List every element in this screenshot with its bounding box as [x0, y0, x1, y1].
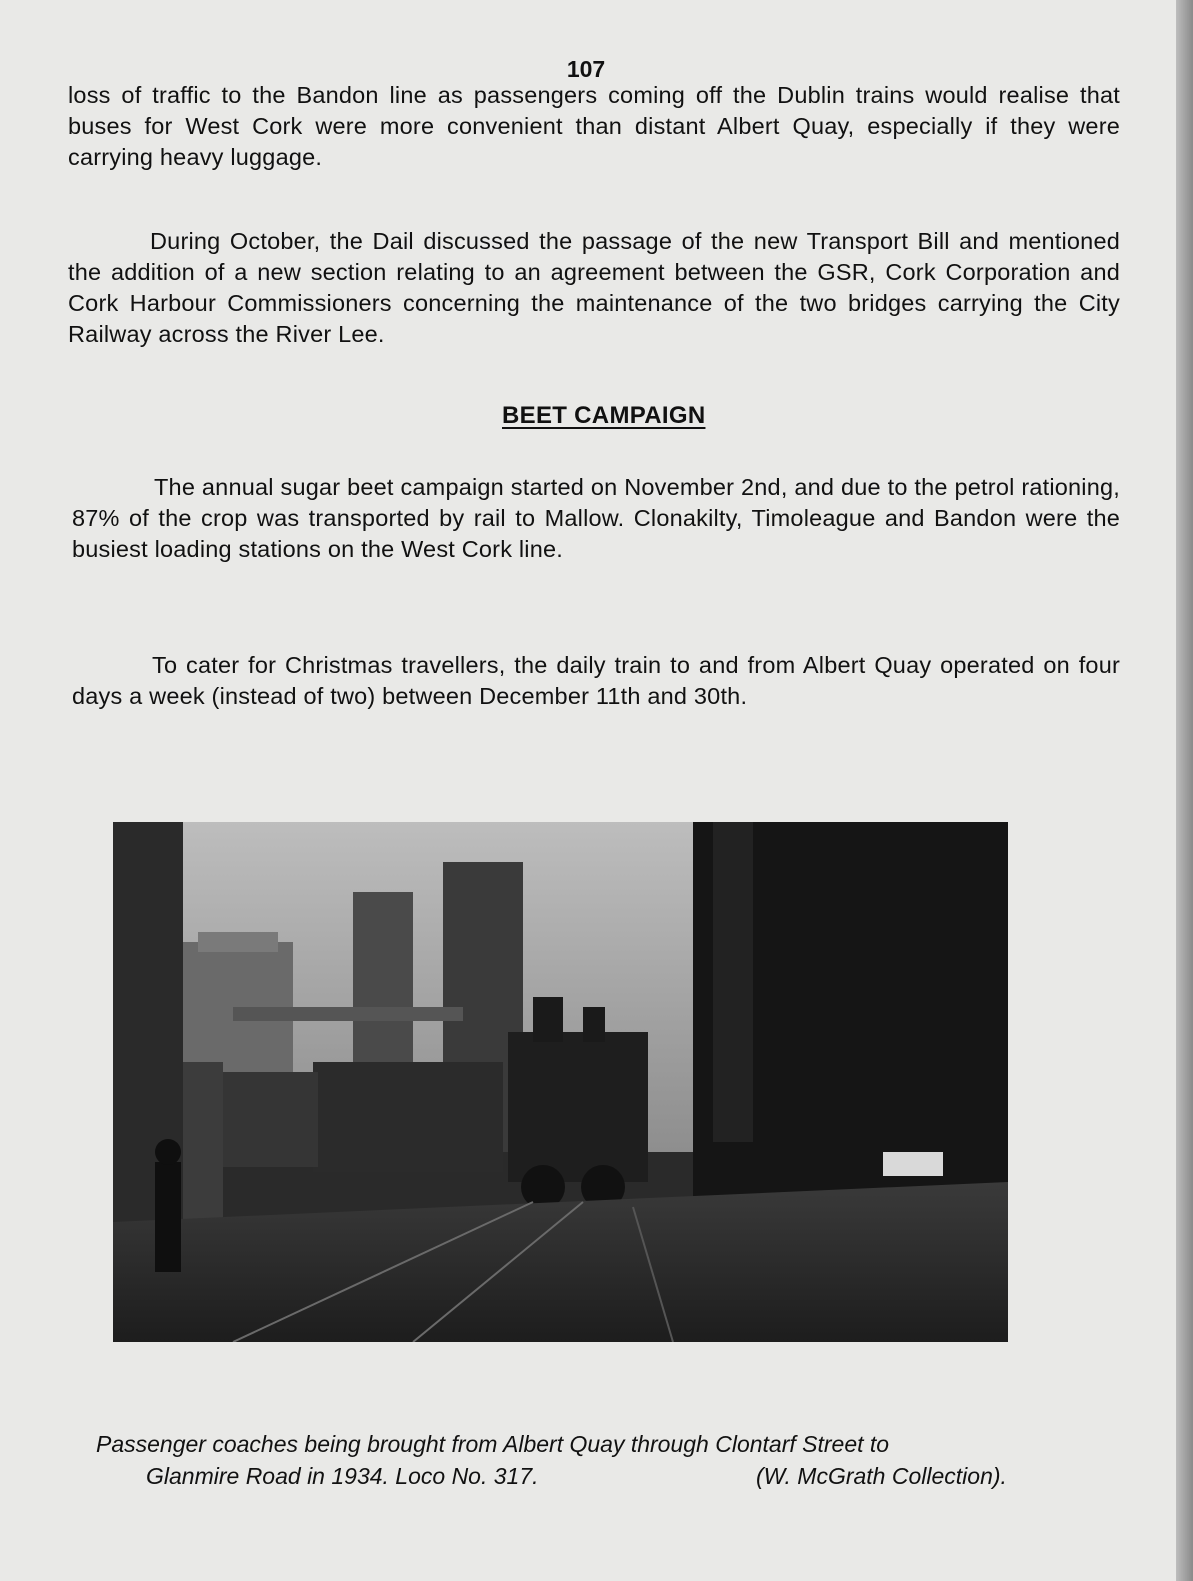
- page-binding-edge: [1176, 0, 1193, 1581]
- section-heading-beet-campaign: BEET CAMPAIGN: [502, 402, 706, 429]
- paragraph-christmas-travellers: To cater for Christmas travellers, the daily train to and from Albert Quay operated on four days a week (instead of two) between December 11th and 30th.: [72, 652, 1120, 709]
- historic-street-railway-photo: [113, 822, 1008, 1342]
- caption-line-2-wrap: [96, 1460, 1116, 1492]
- caption-line-1: Passenger coaches being brought from Albert Quay through Clontarf Street to: [96, 1431, 890, 1457]
- caption-credit: (W. McGrath Collection).: [756, 1463, 1007, 1489]
- photo-illustration: [113, 822, 1008, 1342]
- paragraph-luggage: loss of traffic to the Bandon line as passengers coming off the Dublin trains would realise that buses for West Cork were more convenient than distant Albert Quay, especially if they were carrying heavy luggage.: [68, 82, 1120, 170]
- photo-caption: [96, 1428, 1116, 1492]
- paragraph-beet-campaign: The annual sugar beet campaign started on November 2nd, and due to the petrol rationing, 87% of the crop was transported by rail to Mallow. Clonakilty, Timoleague and Bandon were the busiest loading stations on the West Cork line.: [72, 474, 1120, 562]
- caption-line-2: Glanmire Road in 1934. Loco No. 317.: [146, 1463, 539, 1489]
- paragraph-transport-bill: During October, the Dail discussed the passage of the new Transport Bill and mentioned the addition of a new section relating to an agreement between the GSR, Cork Corporation and Cork Harbour Commissioners concerning the maintenance of the two bridges carrying the City Railway across the River Lee.: [68, 228, 1120, 347]
- page-number: 107: [566, 56, 606, 82]
